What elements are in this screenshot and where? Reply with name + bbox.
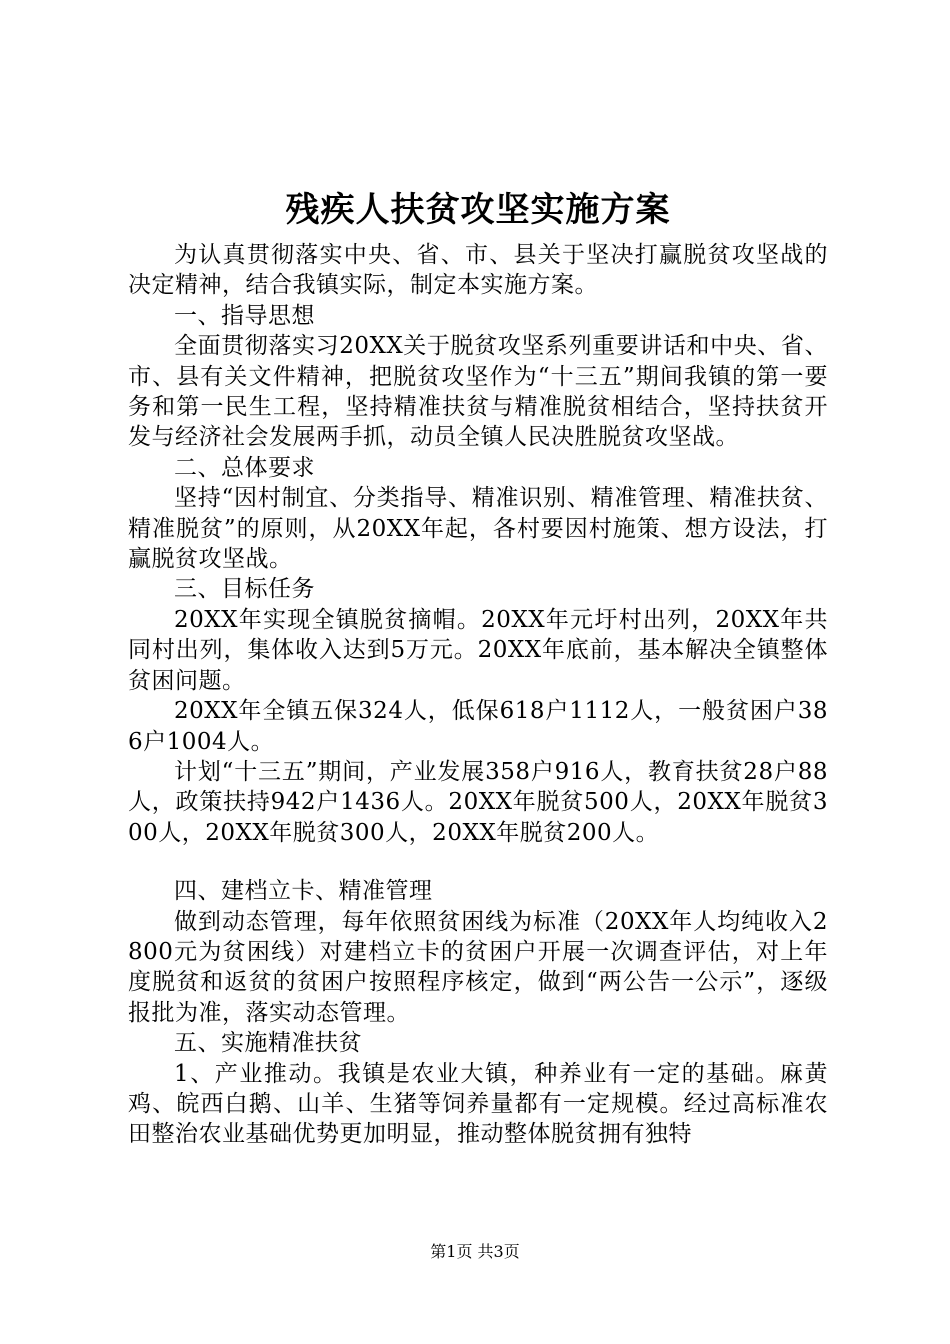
general-requirements-paragraph: 坚持“因村制宜、分类指导、精准识别、精准管理、精准扶贫、精准脱贫”的原则，从20XX年起，各村要因村施策、想方设法，打赢脱贫攻坚战。: [128, 485, 828, 573]
section-heading-filing: 四、建档立卡、精准管理: [174, 878, 433, 905]
section-heading-goals: 三、目标任务: [174, 576, 315, 603]
section-heading-precision-poverty: 五、实施精准扶贫: [174, 1030, 362, 1057]
section-heading-guiding-thought: 一、指导思想: [174, 302, 315, 329]
goals-paragraph-2: 20XX年全镇五保324人，低保618户1112人，一般贫困户386户1004人。: [128, 698, 828, 755]
intro-paragraph: 为认真贯彻落实中央、省、市、县关于坚决打赢脱贫攻坚战的决定精神，结合我镇实际，制定本实施方案。: [128, 242, 828, 299]
document-title: 残疾人扶贫攻坚实施方案: [285, 190, 671, 230]
goals-paragraph-1: 20XX年实现全镇脱贫摘帽。20XX年元圩村出列，20XX年共同村出列，集体收入达到5万元。20XX年底前，基本解决全镇整体贫困问题。: [128, 606, 828, 694]
section-heading-general-requirements: 二、总体要求: [174, 454, 315, 481]
page-footer: 第1页 共3页: [430, 1242, 520, 1261]
document-page: [128, 180, 828, 1150]
paragraph-gap: [128, 848, 828, 876]
goals-paragraph-3: 计划“十三五”期间，产业发展358户916人，教育扶贫28户88人，政策扶持942户1436人。20XX年脱贫500人，20XX年脱贫300人，20XX年脱贫300人，20XX年脱贫200人。: [128, 758, 828, 846]
precision-poverty-paragraph: 1、产业推动。我镇是农业大镇，种养业有一定的基础。麻黄鸡、皖西白鹅、山羊、生猪等饲养量都有一定规模。经过高标准农田整治农业基础优势更加明显，推动整体脱贫拥有独特: [128, 1060, 828, 1148]
guiding-thought-paragraph: 全面贯彻落实习20XX关于脱贫攻坚系列重要讲话和中央、省、市、县有关文件精神，把脱贫攻坚作为“十三五”期间我镇的第一要务和第一民生工程，坚持精准扶贫与精准脱贫相结合，坚持扶贫开发与经济社会发展两手抓，动员全镇人民决胜脱贫攻坚战。: [128, 333, 828, 451]
filing-paragraph: 做到动态管理，每年依照贫困线为标准（20XX年人均纯收入2800元为贫困线）对建档立卡的贫困户开展一次调查评估，对上年度脱贫和返贫的贫困户按照程序核定，做到“两公告一公示”，逐级报批为准，落实动态管理。: [128, 908, 828, 1026]
